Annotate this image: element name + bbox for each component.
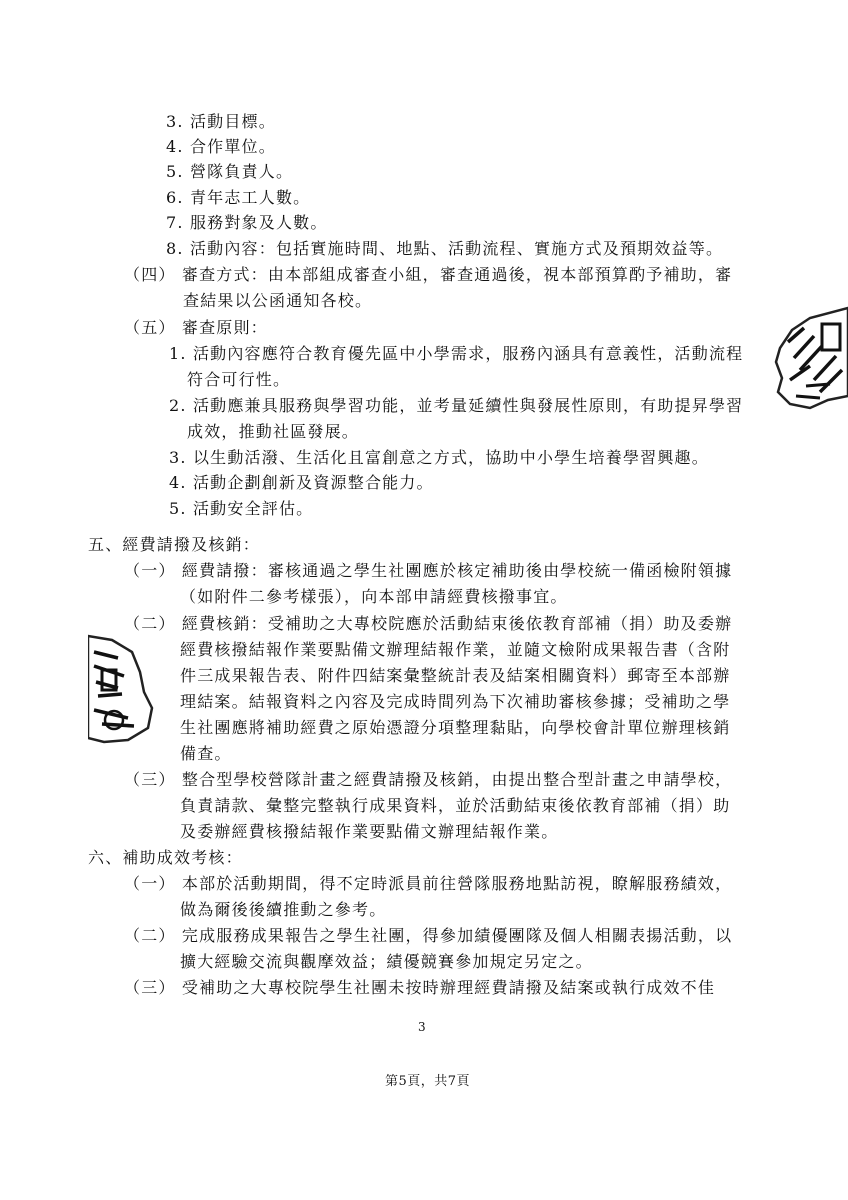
evaluation-award: （二） 完成服務成果報告之學生社團，得參加績優團隊及個人相關表揚活動，以 [124, 926, 733, 945]
list-item-partner: 4. 合作單位。 [166, 137, 276, 156]
section-review-method: （四） 審查方式：由本部組成審查小組，審查通過後，視本部預算酌予補助，審 [124, 265, 733, 284]
list-item-volunteers: 6. 青年志工人數。 [166, 188, 311, 207]
principle-3: 3. 以生動活潑、生活化且富創意之方式，協助中小學生培養學習興趣。 [169, 448, 709, 467]
principle-5: 5. 活動安全評估。 [169, 499, 314, 518]
list-item-activity-content: 8. 活動內容：包括實施時間、地點、活動流程、實施方式及預期效益等。 [166, 239, 724, 258]
evaluation-award-cont: 擴大經驗交流與觀摩效益；績優競賽參加規定另定之。 [180, 952, 593, 971]
heading-funding: 五、經費請撥及核銷： [88, 535, 261, 554]
section-review-principles: （五） 審查原則： [124, 318, 268, 337]
principle-1: 1. 活動內容應符合教育優先區中小學需求，服務內涵具有意義性，活動流程 [169, 344, 744, 363]
evaluation-visit-cont: 做為爾後後續推動之參考。 [180, 900, 387, 919]
heading-evaluation: 六、補助成效考核： [88, 848, 243, 867]
list-item-service-target: 7. 服務對象及人數。 [166, 213, 328, 232]
page-footer: 第5頁，共7頁 [385, 1074, 471, 1089]
principle-2-cont: 成效，推動社區發展。 [187, 422, 360, 441]
funding-settlement: （二） 經費核銷：受補助之大專校院應於活動結束後依教育部補（捐）助及委辦 [124, 614, 733, 633]
funding-request-cont: （如附件二參考樣張），向本部申請經費核撥事宜。 [180, 587, 568, 606]
funding-settlement-cont-4: 生社團應將補助經費之原始憑證分項整理黏貼，向學校會計單位辦理核銷 [180, 718, 731, 737]
funding-settlement-cont-2: 件三成果報告表、附件四結案彙整統計表及結案相關資料）郵寄至本部辦 [180, 666, 731, 685]
section-review-method-cont: 查結果以公函通知各校。 [183, 291, 373, 310]
evaluation-penalty: （三） 受補助之大專校院學生社團未按時辦理經費請撥及結案或執行成效不佳 [124, 978, 716, 997]
principle-4: 4. 活動企劃創新及資源整合能力。 [169, 473, 434, 492]
list-item-goal: 3. 活動目標。 [166, 112, 276, 131]
principle-2: 2. 活動應兼具服務與學習功能，並考量延續性與發展性原則，有助提昇學習 [169, 396, 744, 415]
funding-settlement-cont-3: 理結案。結報資料之內容及完成時間列為下次補助審核參據；受補助之學 [180, 692, 731, 711]
evaluation-visit: （一） 本部於活動期間，得不定時派員前往營隊服務地點訪視，瞭解服務績效， [124, 874, 733, 893]
funding-integrated: （三） 整合型學校營隊計畫之經費請撥及核銷，由提出整合型計畫之申請學校， [124, 770, 733, 789]
seal-stamp-right [770, 300, 848, 410]
funding-request: （一） 經費請撥：審核通過之學生社團應於核定補助後由學校統一備函檢附領據 [124, 561, 733, 580]
page-number: 3 [418, 1020, 426, 1034]
funding-settlement-cont-5: 備查。 [180, 744, 232, 763]
funding-integrated-cont-1: 負責請款、彙整完整執行成果資料，並於活動結束後依教育部補（捐）助 [180, 796, 731, 815]
funding-settlement-cont-1: 經費核撥結報作業要點備文辦理結報作業，並隨文檢附成果報告書（含附 [180, 640, 731, 659]
principle-1-cont: 符合可行性。 [187, 370, 291, 389]
list-item-leader: 5. 營隊負責人。 [166, 162, 294, 181]
seal-stamp-left [88, 632, 160, 744]
funding-integrated-cont-2: 及委辦經費核撥結報作業要點備文辦理結報作業。 [180, 822, 559, 841]
